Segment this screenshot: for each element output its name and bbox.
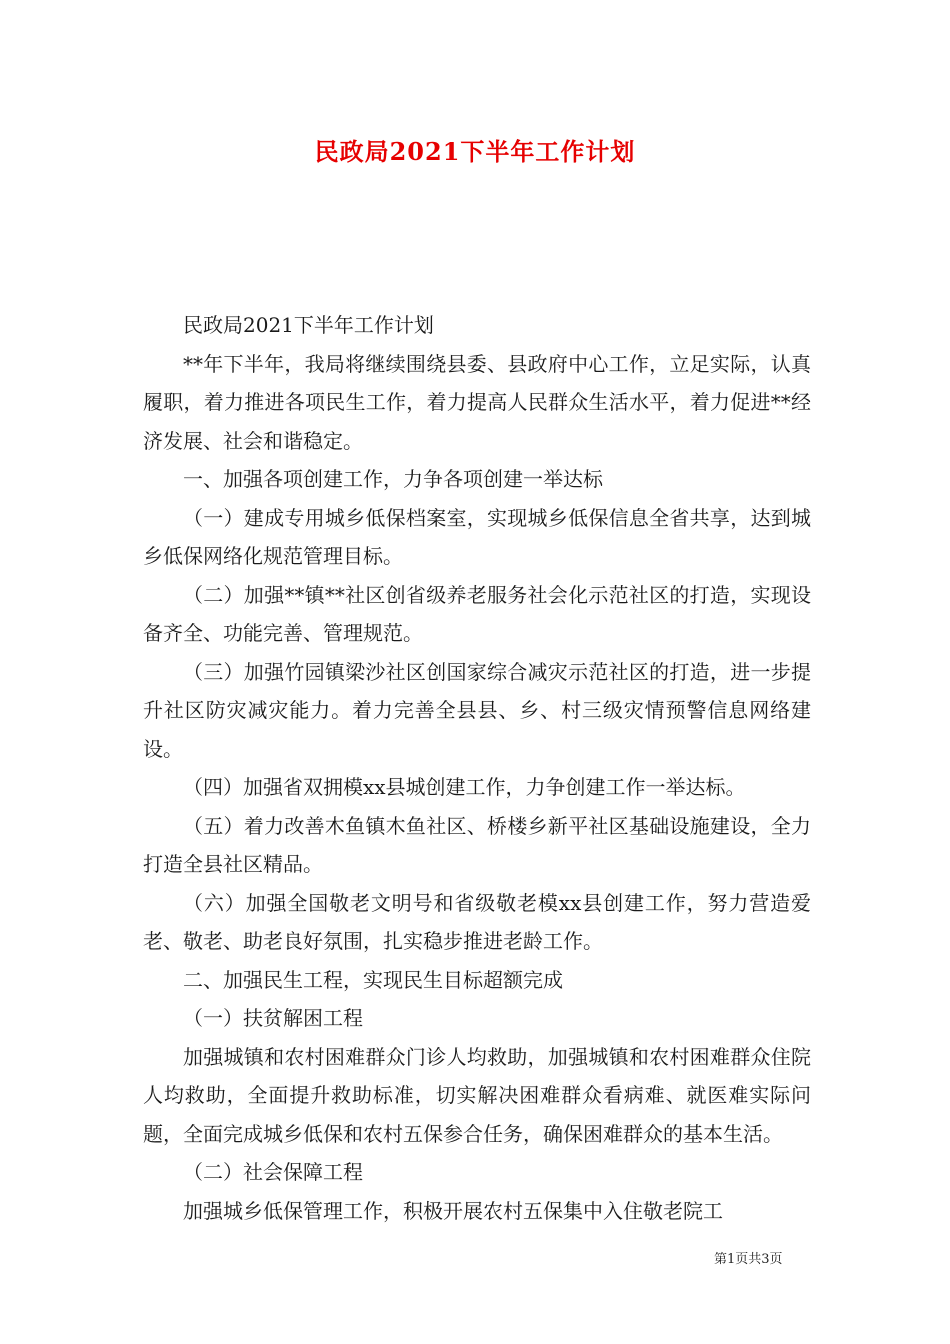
paragraph: 加强城镇和农村困难群众门诊人均救助，加强城镇和农村困难群众住院人均救助，全面提升救助标准，切实解决困难群众看病难、就医难实际问题，全面完成城乡低保和农村五保参合任务，确保困难群众的基本生活。 xyxy=(143,1044,811,1146)
paragraph: （一）建成专用城乡低保档案室，实现城乡低保信息全省共享，达到城乡低保网络化规范管理目标。 xyxy=(143,505,811,568)
section-heading: 一、加强各项创建工作，力争各项创建一举达标 xyxy=(183,467,603,491)
paragraph: **年下半年，我局将继续围绕县委、县政府中心工作，立足实际，认真履职，着力推进各项民生工作，着力提高人民群众生活水平，着力促进**经济发展、社会和谐稳定。 xyxy=(143,351,811,453)
page-number: 第1页共3页 xyxy=(714,1252,783,1267)
paragraph: 民政局2021下半年工作计划 xyxy=(183,313,434,337)
paragraph: （五）着力改善木鱼镇木鱼社区、桥楼乡新平社区基础设施建设，全力打造全县社区精品。 xyxy=(143,813,811,876)
document-body xyxy=(143,306,811,1230)
paragraph: （二）加强**镇**社区创省级养老服务社会化示范社区的打造，实现设备齐全、功能完善、管理规范。 xyxy=(143,582,811,645)
document-title: 民政局2021下半年工作计划 xyxy=(314,137,636,166)
paragraph: （六）加强全国敬老文明号和省级敬老模xx县创建工作，努力营造爱老、敬老、助老良好氛围，扎实稳步推进老龄工作。 xyxy=(143,890,811,953)
paragraph: （三）加强竹园镇梁沙社区创国家综合减灾示范社区的打造，进一步提升社区防灾减灾能力。着力完善全县县、乡、村三级灾情预警信息网络建设。 xyxy=(143,659,811,761)
subsection-heading: （一）扶贫解困工程 xyxy=(183,1006,363,1030)
paragraph: 加强城乡低保管理工作，积极开展农村五保集中入住敬老院工 xyxy=(183,1198,723,1223)
section-heading: 二、加强民生工程，实现民生目标超额完成 xyxy=(183,967,563,992)
subsection-heading: （二）社会保障工程 xyxy=(183,1160,363,1184)
paragraph: （四）加强省双拥模xx县城创建工作，力争创建工作一举达标。 xyxy=(183,775,746,799)
